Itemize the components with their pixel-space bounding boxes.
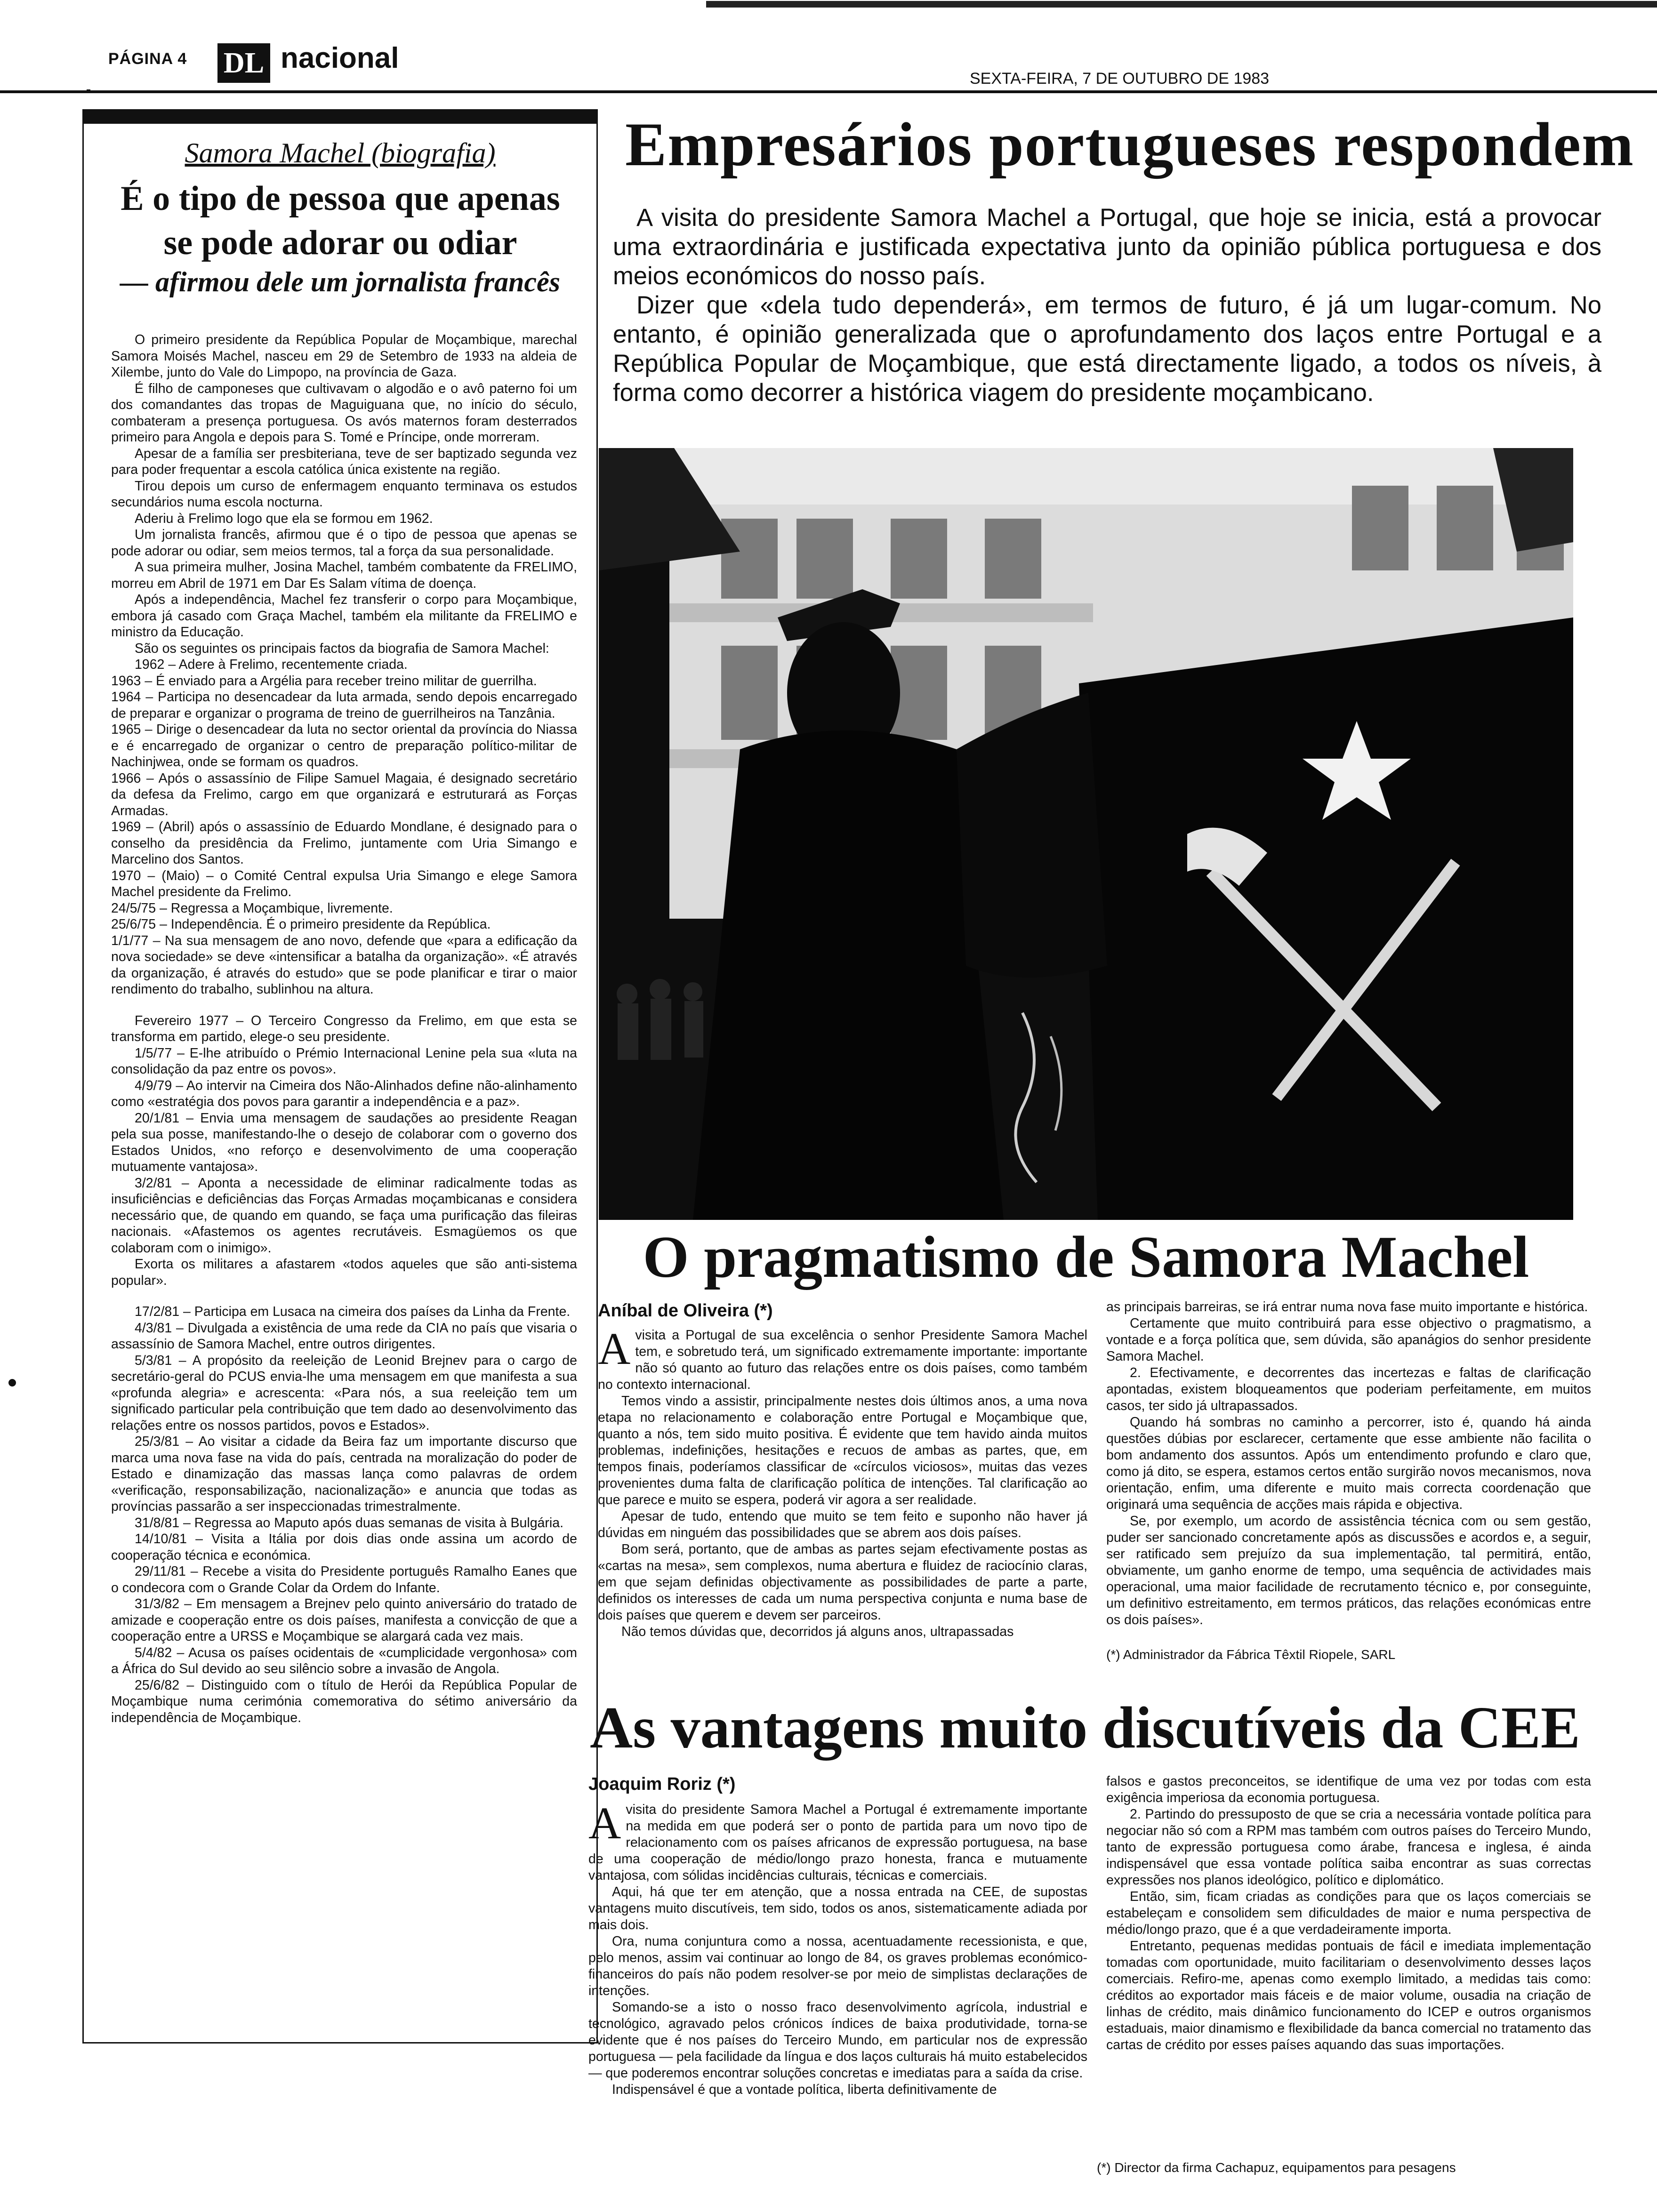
article2-dropcap: A bbox=[588, 1802, 621, 1848]
article1-paragraph: visita a Portugal de sua excelência o senhor Presidente Samora Machel tem, e sobretudo terá, um significado extremamente importante: importante não só quanto ao futuro das relações entre os dois países, como também no contexto internacional. bbox=[598, 1328, 1087, 1392]
article2-title: As vantagens muito discutíveis da CEE bbox=[590, 1695, 1580, 1761]
bio-entry: 31/8/81 – Regressa ao Maputo após duas semanas de visita à Bulgária. bbox=[135, 1515, 563, 1531]
bio-entry: 1963 – É enviado para a Argélia para receber treino militar de guerrilha. bbox=[111, 673, 537, 689]
article1-column-2 bbox=[1106, 1299, 1591, 1638]
article2-column-2 bbox=[1106, 1773, 1591, 2150]
photo-illustration bbox=[599, 448, 1573, 1220]
header-rule bbox=[0, 90, 1657, 93]
bio-entry: 1965 – Dirige o desencadear da luta no sector oriental da província do Niassa e é encarregado de organizar o centro de preparação político-militar de Nachinjwea, onde se formam os quadros. bbox=[111, 722, 577, 769]
article1-footnote: (*) Administrador da Fábrica Têxtil Riopele, SARL bbox=[1106, 1647, 1396, 1662]
issue-date: SEXTA-FEIRA, 7 DE OUTUBRO DE 1983 bbox=[970, 70, 1270, 88]
newspaper-logo: DL bbox=[217, 43, 270, 83]
bio-entry: 29/11/81 – Recebe a visita do Presidente português Ramalho Eanes que o condecora com o Grande Colar da Ordem do Infante. bbox=[111, 1564, 577, 1595]
article2-paragraph: Somando-se a isto o nosso fraco desenvolvimento agrícola, industrial e tecnológico, agravado pelos crónicos índices de baixa produtividade, torna-se evidente que é nos países do Terceiro Mundo, em particular nos de expressão portuguesa — pela facilidade da língua e dos laços culturais há muito estabelecidos — que poderemos encontrar soluções concretas e imediatas para a saída da crise. bbox=[588, 2000, 1087, 2081]
bio-entry: 1962 – Adere à Frelimo, recentemente criada. bbox=[135, 657, 408, 672]
bio-entry: Fevereiro 1977 – O Terceiro Congresso da Frelimo, em que esta se transforma em partido, elege-o seu presidente. bbox=[111, 1013, 577, 1044]
bio-entry: 25/6/75 – Independência. É o primeiro presidente da República. bbox=[111, 917, 491, 932]
bio-paragraph: Tirou depois um curso de enfermagem enquanto terminava os estudos secundários numa escola nocturna. bbox=[111, 478, 577, 510]
article1-paragraph: Quando há sombras no caminho a percorrer, isto é, quando há ainda questões dúbias por esclarecer, certamente que esse ambiente não facilita o bom andamento dos assuntos. Após um entendimento profundo e claro que, como já dito, se espera, estamos certos então surgirão novos mecanismos, nova orientação, enfim, uma diferente e muito mais correcta coordenação que originará uma sequência de acções mais rápida e objectiva. bbox=[1106, 1415, 1591, 1512]
article1-paragraph: 2. Efectivamente, e decorrentes das incertezas e faltas de clarificação apontadas, existem bloqueamentos que poderiam perfeitamente, em muitos casos, ter sido já ultrapassados. bbox=[1106, 1365, 1591, 1413]
bio-paragraph: A sua primeira mulher, Josina Machel, também combatente da FRELIMO, morreu em Abril de 1971 em Dar Es Salam vítima de doença. bbox=[111, 560, 577, 591]
article2-paragraph: 2. Partindo do pressuposto de que se cria a necessária vontade política para negociar não só com a RPM mas também com outros países do Terceiro Mundo, tanto de expressão portuguesa como árabe, francesa e inglesa, é ainda indispensável que essa vontade política saiba encontrar as suas correctas expressões nos planos ideológico, político e diplomático. bbox=[1106, 1807, 1591, 1888]
bio-entry: 14/10/81 – Visita a Itália por dois dias onde assina um acordo de cooperação técnica e económica. bbox=[111, 1531, 577, 1563]
article2-paragraph: Indispensável é que a vontade política, liberta definitivamente de bbox=[612, 2082, 997, 2097]
bio-entry: 20/1/81 – Envia uma mensagem de saudações ao presidente Reagan pela sua posse, manifestando-lhe o desejo de colaborar com o governo dos Estados Unidos, «no reforço e desenvolvimento de uma cooperação mutuamente vantajosa». bbox=[111, 1110, 577, 1174]
article2-paragraph: Entretanto, pequenas medidas pontuais de fácil e imediata implementação tomadas com oportunidade, muito facilitariam o desenvolvimento desses laços comerciais. Refiro-me, apenas como exemplo limitado, a medidas tais como: créditos ao exportador mais fáceis e de maior volume, ousadia na criação de linhas de crédito, mais dinâmico funcionamento do ICEP e outros organismos estaduais, maior dinamismo e flexibilidade da banca comercial no tratamento das cartas de crédito por esses países aquando das suas importações. bbox=[1106, 1939, 1591, 2052]
article1-paragraph: Não temos dúvidas que, decorridos já alguns anos, ultrapassadas bbox=[621, 1624, 1014, 1639]
article1-paragraph: Certamente que muito contribuirá para esse objectivo o pragmatismo, a vontade e a força política que, sem dúvida, são apanágios do senhor presidente Samora Machel. bbox=[1106, 1316, 1591, 1364]
article1-title: O pragmatismo de Samora Machel bbox=[643, 1225, 1529, 1290]
page-number: PÁGINA 4 bbox=[108, 50, 187, 68]
biography-sidebar bbox=[82, 109, 598, 2044]
lead-paragraph: Dizer que «dela tudo dependerá», em termos de futuro, é já um lugar-comum. No entanto, é opinião generalizada que o aprofundamento dos laços entre Portugal e a República Popular de Moçambique, que está directamente ligado, a todos os níveis, à forma como decorrer a histórica viagem do presidente moçambicano. bbox=[613, 291, 1601, 407]
article2-paragraph: Ora, numa conjuntura como a nossa, acentuadamente recessionista, e que, pelo menos, assim vai continuar ao longo de 84, os graves problemas económico-financeiros do país não podem resolver-se por meio de simplistas declarações de intenções. bbox=[588, 1934, 1087, 1998]
bio-paragraph: São os seguintes os principais factos da biografia de Samora Machel: bbox=[135, 641, 549, 656]
bio-paragraph: O primeiro presidente da República Popular de Moçambique, marechal Samora Moisés Machel, nasceu em 29 de Setembro de 1933 na aldeia de Xilembe, junto do Vale do Limpopo, na província de Gaza. bbox=[111, 332, 577, 380]
bio-paragraph: Aderiu à Frelimo logo que ela se formou em 1962. bbox=[135, 511, 433, 526]
bio-entry: 1970 – (Maio) – o Comité Central expulsa Uria Simango e elege Samora Machel presidente da Frelimo. bbox=[111, 868, 577, 899]
sidebar-body bbox=[111, 332, 577, 2026]
sidebar-kicker: Samora Machel (biografia) bbox=[185, 137, 496, 168]
lead-paragraph: A visita do presidente Samora Machel a Portugal, que hoje se inicia, está a provocar uma extraordinária e justificada expectativa junto da opinião pública portuguesa e dos meios económicos do nosso país. bbox=[613, 204, 1601, 290]
sidebar-top-bar bbox=[84, 111, 596, 124]
sidebar-subtitle: — afirmou dele um jornalista francês bbox=[120, 266, 561, 297]
lead-text bbox=[613, 203, 1601, 408]
bio-entry: 5/4/82 – Acusa os países ocidentais de «cumplicidade vergonhosa» com a África do Sul devido ao seu silêncio sobre a invasão de Angola. bbox=[111, 1645, 577, 1676]
article1-paragraph: Temos vindo a assistir, principalmente nestes dois últimos anos, a uma nova etapa no relacionamento e colaboração entre Portugal e Moçambique que, quanto a nós, tem sido muito positiva. É evidente que tem havido ainda muitos problemas, indefinições, hesitações e recuos de ambas as partes, que, em tempos finais, poderíamos classificar de «círculos viciosos», muitas das vezes provenientes duma falta de clarificação política de intenções. Tal clarificação ao que parece e muito se espera, poderá vir agora a ser realidade. bbox=[598, 1394, 1087, 1507]
bio-entry: 1966 – Após o assassínio de Filipe Samuel Magaia, é designado secretário da defesa da Frelimo, cargo em que organizará e estruturará as Forças Armadas. bbox=[111, 770, 577, 818]
article1-paragraph: as principais barreiras, se irá entrar numa nova fase muito importante e histórica. bbox=[1106, 1299, 1588, 1314]
bio-paragraph: Apesar de a família ser presbiteriana, teve de ser baptizado segunda vez para poder frequentar a escola católica única existente na região. bbox=[111, 446, 577, 477]
bio-paragraph: Após a independência, Machel fez transferir o corpo para Moçambique, embora já casado com Graça Machel, também ela militante da FRELIMO e ministro da Educação. bbox=[111, 592, 577, 640]
sidebar-title: É o tipo de pessoa que apenas se pode adorar ou odiar bbox=[121, 179, 560, 262]
main-headline: Empresários portugueses respondem bbox=[625, 110, 1634, 179]
article1-paragraph: Bom será, portanto, que de ambas as partes sejam efectivamente postas as «cartas na mesa», sem complexos, numa abertura e fluidez de raciocínio claras, em que sejam definidas objectivamente as possibilidades de parte a parte, definidos os interesses de cada um numa perspectiva conjunta e numa base de dois países que querem e devem ser parceiros. bbox=[598, 1542, 1087, 1623]
article1-paragraph: Se, por exemplo, um acordo de assistência técnica com ou sem gestão, puder ser sancionado concretamente após as discussões e acordos e, a seguir, ser ratificado sem prejuízo da sua implementação, tal permitirá, então, obviamente, um ganho enorme de tempo, uma sequência de actividades mais operacional, uma maior facilidade de recrutamento técnico e, por conseguinte, um definitivo estreitamento, em termos práticos, das relações económicas entre os dois países». bbox=[1106, 1514, 1591, 1627]
article2-paragraph: Aqui, há que ter em atenção, que a nossa entrada na CEE, de supostas vantagens muito discutíveis, tem sido, todos os anos, sistematicamente adiada por mais dois. bbox=[588, 1884, 1087, 1932]
bio-entry: 4/9/79 – Ao intervir na Cimeira dos Não-Alinhados define não-alinhamento como «estratégia dos povos para garantir a independência e a paz». bbox=[111, 1078, 577, 1109]
article1-dropcap: A bbox=[598, 1327, 631, 1374]
photo-samora-machel-flag bbox=[599, 448, 1573, 1220]
article1-column-1 bbox=[598, 1327, 1087, 1713]
bio-entry: 1/1/77 – Na sua mensagem de ano novo, defende que «para a edificação da nova sociedade» se deve «intensificar a batalha da organização». «É através da organização, é através do estudo» que se pode planificar e tirar o maior rendimento do trabalho, sublinhou na altura. bbox=[111, 933, 577, 997]
bio-paragraph: Um jornalista francês, afirmou que é o tipo de pessoa que apenas se pode adorar ou odiar, sem meios termos, tal a força da sua personalidade. bbox=[111, 527, 577, 559]
bio-entry: 1/5/77 – E-lhe atribuído o Prémio Internacional Lenine pela sua «luta na consolidação da paz entre os povos». bbox=[111, 1045, 577, 1077]
bio-entry: 1969 – (Abril) após o assassínio de Eduardo Mondlane, é designado para o conselho da presidência da Frelimo, juntamente com Uria Simango e Marcelino dos Santos. bbox=[111, 819, 577, 867]
bio-entry: 31/3/82 – Em mensagem a Brejnev pelo quinto aniversário do tratado de amizade e cooperação entre os dois países, manifesta a convicção de que a cooperação entre a URSS e Moçambique se alargará cada vez mais. bbox=[111, 1596, 577, 1644]
bio-entry: 25/6/82 – Distinguido com o título de Herói da República Popular de Moçambique numa cerimónia comemorativa do sétimo aniversário da independência de Moçambique. bbox=[111, 1677, 577, 1725]
article1-paragraph: Apesar de tudo, entendo que muito se tem feito e suponho não haver já dúvidas em ninguém das possibilidades que se abrem aos dois países. bbox=[598, 1509, 1087, 1540]
bio-entry: 4/3/81 – Divulgada a existência de uma rede da CIA no país que visaria o assassínio de Samora Machel, entre outros dirigentes. bbox=[111, 1320, 577, 1352]
bio-entry: 24/5/75 – Regressa a Moçambique, livremente. bbox=[111, 900, 393, 916]
bio-entry: 25/3/81 – Ao visitar a cidade da Beira faz um importante discurso que marca uma nova fase na vida do país, centrada na moralização do poder de Estado e dinamização das massas lança como palavras de ordem «verificação, responsabilização, nacionalização» e anuncia que todas as províncias passarão a ser inspeccionadas trimestralmente. bbox=[111, 1434, 577, 1514]
article2-paragraph: visita do presidente Samora Machel a Portugal é extremamente importante na medida em que poderá ser o ponto de partida para um novo tipo de relacionamento com os países africanos de expressão portuguesa, na base de uma cooperação de médio/longo prazo honesta, franca e mutuamente vantajosa, com sólidas incidências culturais, técnicas e comerciais. bbox=[588, 1802, 1087, 1883]
article2-column-1 bbox=[588, 1802, 1087, 2192]
bio-entry: Exorta os militares a afastarem «todos aqueles que são anti-sistema popular». bbox=[111, 1257, 577, 1288]
section-name: nacional bbox=[281, 42, 399, 74]
bio-paragraph: É filho de camponeses que cultivavam o algodão e o avô paterno foi um dos comandantes das tropas de Maguiguana que, no início do século, combateram a presença portuguesa. Os avós maternos foram desterrados primeiro para Angola e depois para S. Tomé e Príncipe, onde morreram. bbox=[111, 381, 577, 445]
article2-paragraph: falsos e gastos preconceitos, se identifique de uma vez por todas com esta exigência imperiosa da economia portuguesa. bbox=[1106, 1774, 1591, 1805]
bio-entry: 3/2/81 – Aponta a necessidade de eliminar radicalmente todas as insuficiências e deficiências das Forças Armadas moçambicanas e considera necessário que, de quando em quando, se faça uma purificação das fileiras nacionais. «Afastemos os agentes recrutáveis. Esmagüemos os que colaboram com o inimigo». bbox=[111, 1175, 577, 1256]
bio-entry: 5/3/81 – A propósito da reeleição de Leonid Brejnev para o cargo de secretário-geral do PCUS envia-lhe uma mensagem em que manifesta a sua «profunda alegria» e acrescenta: «Para nós, a sua reeleição tem um significado particular pela contribuição que tem dado ao desenvolvimento das relações entre os nossos partidos, povos e Estados». bbox=[111, 1353, 577, 1433]
article2-footnote: (*) Director da firma Cachapuz, equipamentos para pesagens bbox=[1097, 2160, 1456, 2175]
bio-entry: 17/2/81 – Participa em Lusaca na cimeira dos países da Linha da Frente. bbox=[135, 1304, 571, 1319]
article1-byline: Aníbal de Oliveira (*) bbox=[598, 1301, 773, 1321]
article2-paragraph: Então, sim, ficam criadas as condições para que os laços comerciais se estabeleçam e consolidem sem dificuldades de maior e numa perspectiva de médio/longo prazo, que é a que verdadeiramente importa. bbox=[1106, 1889, 1591, 1937]
margin-mark bbox=[8, 1379, 16, 1387]
bio-entry: 1964 – Participa no desencadear da luta armada, sendo depois encarregado de preparar e organizar o programa de treino de guerrilheiros na Tanzânia. bbox=[111, 689, 577, 721]
article2-byline: Joaquim Roriz (*) bbox=[588, 1774, 736, 1794]
top-border-rule bbox=[706, 1, 1657, 8]
